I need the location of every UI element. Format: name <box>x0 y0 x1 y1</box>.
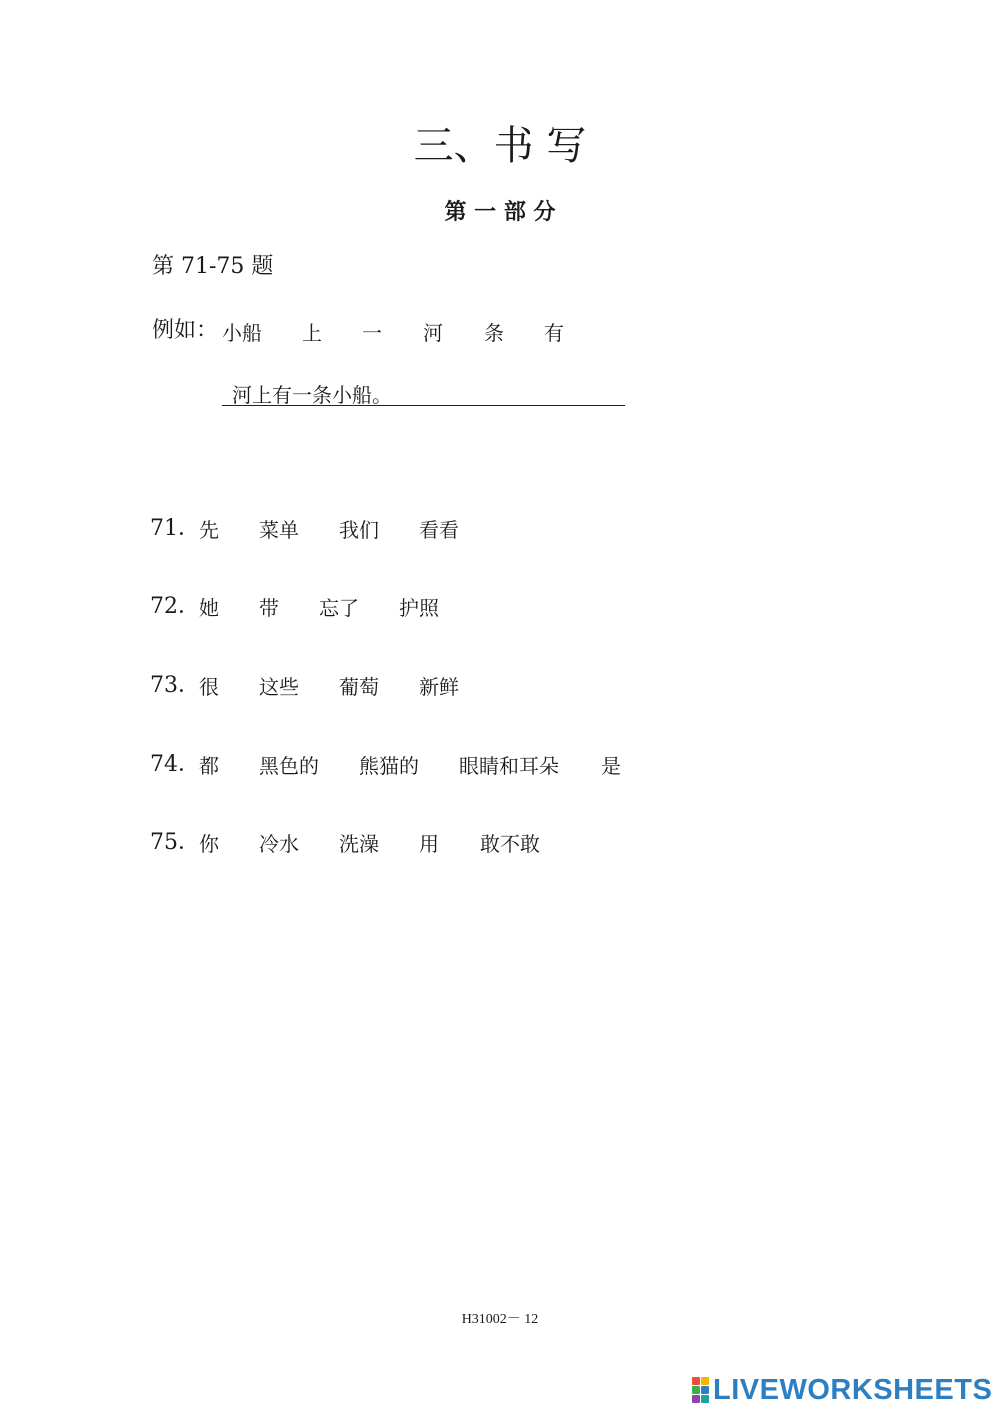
question-word: 菜单 <box>259 518 299 542</box>
question-word: 忘了 <box>319 596 359 620</box>
example-answer: 河上有一条小船。 <box>232 383 392 407</box>
question-word: 都 <box>199 754 219 778</box>
question-word: 护照 <box>399 596 439 620</box>
page-code: H31002－ 12 <box>461 1312 539 1327</box>
part-title: 第 一 部 分 <box>444 199 556 225</box>
question-number: 71． <box>150 516 200 541</box>
question-word: 她 <box>199 596 219 620</box>
example-word: 河 <box>423 321 443 345</box>
logo-mark-tile <box>692 1395 700 1403</box>
question-word: 你 <box>199 832 219 856</box>
question-word: 葡萄 <box>339 675 379 699</box>
question-word: 黑色的 <box>259 754 319 778</box>
example-word: 条 <box>484 321 504 345</box>
example-label: 例如： <box>152 318 219 343</box>
liveworksheets-logo <box>692 1373 992 1407</box>
example-word: 一 <box>362 321 382 345</box>
question-word: 用 <box>419 832 439 856</box>
question-number: 75． <box>150 830 200 855</box>
question-word: 新鲜 <box>419 675 459 699</box>
liveworksheets-wordmark: LIVEWORKSHEETS <box>713 1374 993 1406</box>
logo-mark-tile <box>701 1395 709 1403</box>
question-number: 72． <box>150 594 200 619</box>
logo-mark-tile <box>701 1377 709 1385</box>
question-number: 73． <box>150 673 200 698</box>
question-word: 敢不敢 <box>480 832 540 856</box>
question-word: 是 <box>601 754 621 778</box>
logo-mark-tile <box>701 1386 709 1394</box>
question-word: 带 <box>259 596 279 620</box>
question-range: 第 71-75 题 <box>152 254 274 279</box>
liveworksheets-mark-icon <box>692 1377 709 1403</box>
example-word: 小船 <box>222 321 262 345</box>
question-word: 这些 <box>259 675 299 699</box>
logo-mark-tile <box>692 1386 700 1394</box>
question-word: 洗澡 <box>339 832 379 856</box>
question-word: 很 <box>199 675 219 699</box>
answer-line <box>222 405 625 406</box>
question-word: 眼睛和耳朵 <box>459 754 559 778</box>
question-number: 74． <box>150 752 200 777</box>
question-word: 我们 <box>339 518 379 542</box>
question-word: 熊猫的 <box>359 754 419 778</box>
section-title: 三、书 写 <box>413 123 587 169</box>
question-word: 看看 <box>419 518 459 542</box>
question-word: 先 <box>199 518 219 542</box>
example-word: 上 <box>302 321 322 345</box>
example-word: 有 <box>544 321 564 345</box>
question-word: 冷水 <box>259 832 299 856</box>
logo-mark-tile <box>692 1377 700 1385</box>
